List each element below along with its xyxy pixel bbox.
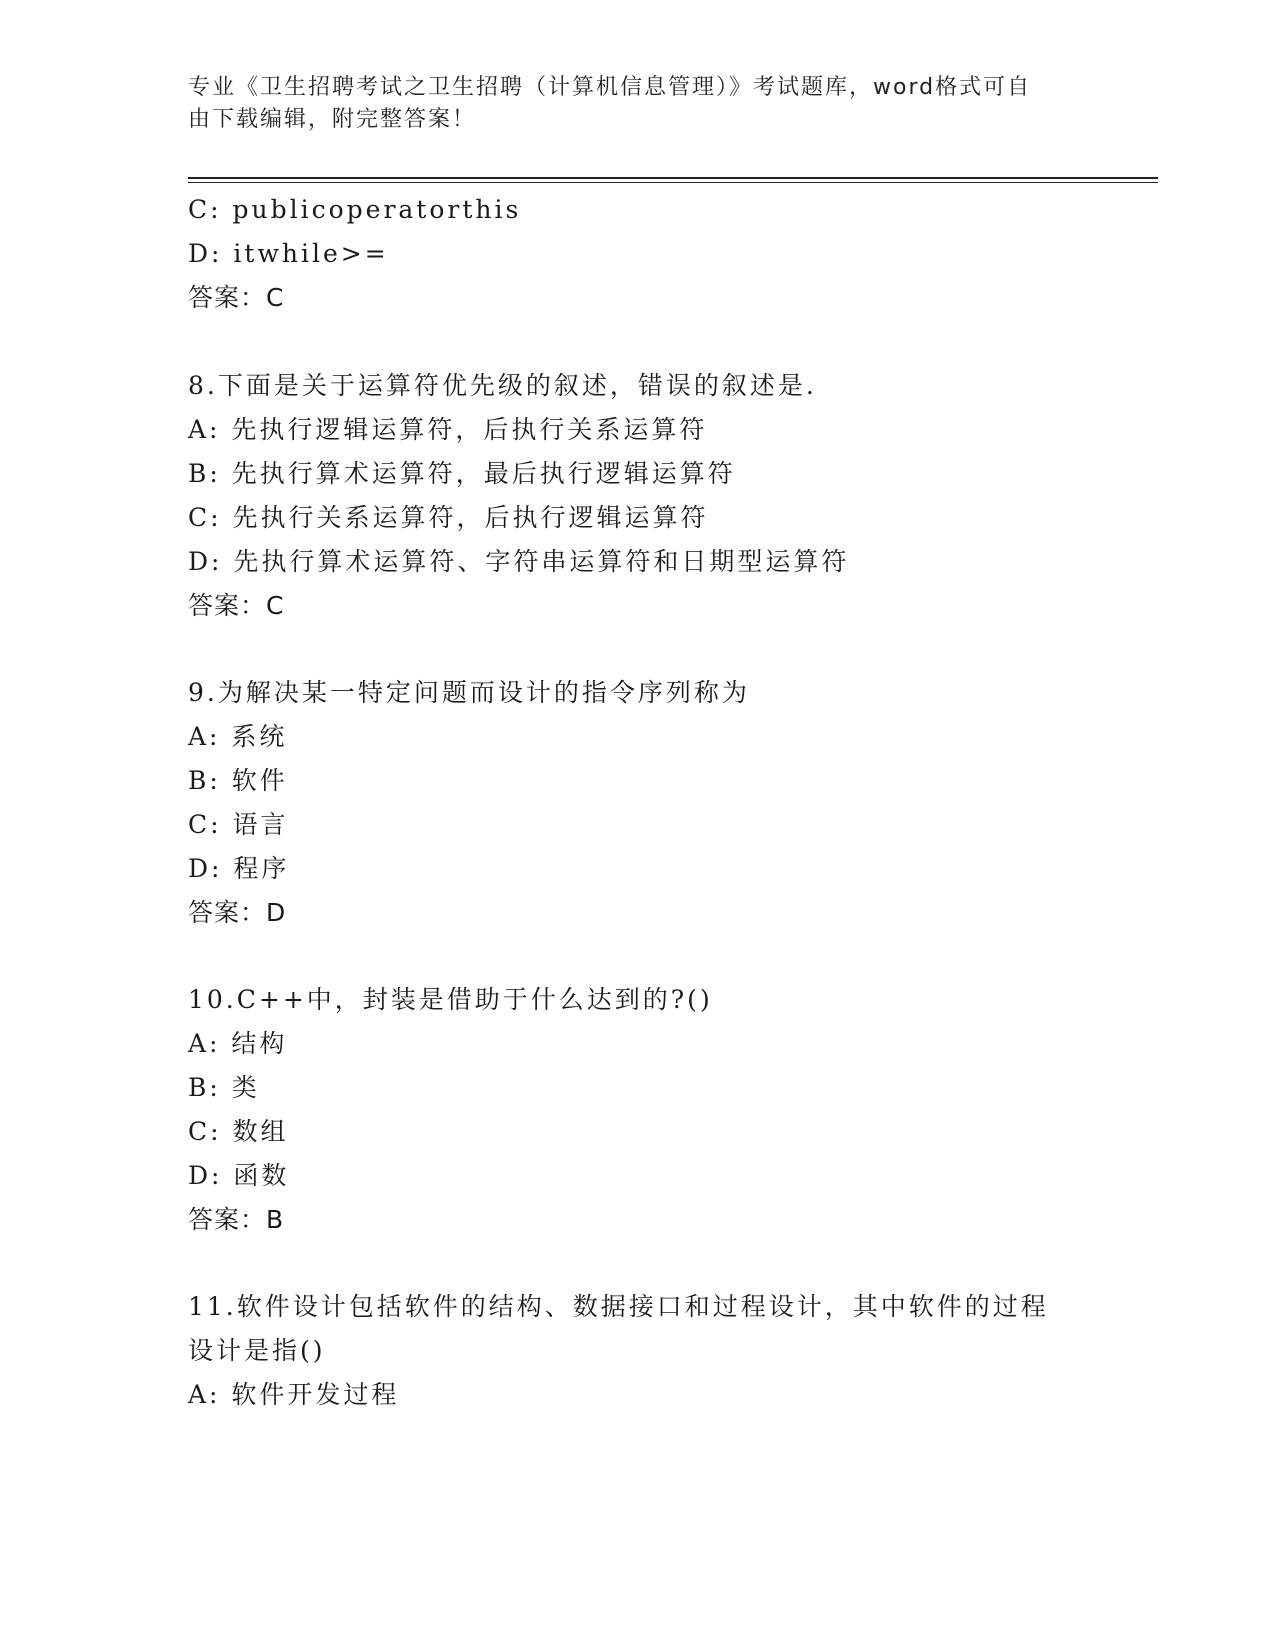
document-header bbox=[188, 72, 1068, 136]
option-b: B: 类 bbox=[188, 1073, 260, 1102]
header-divider-thin bbox=[188, 182, 1158, 183]
answer: 答案：C bbox=[188, 591, 285, 620]
answer: 答案：C bbox=[188, 283, 285, 312]
option-c: C: 先执行关系运算符，后执行逻辑运算符 bbox=[188, 503, 709, 532]
question-10: 10.C++中，封装是借助于什么达到的?() bbox=[188, 985, 713, 1014]
option-d: D: 先执行算术运算符、字符串运算符和日期型运算符 bbox=[188, 547, 850, 576]
option-d: D: 程序 bbox=[188, 854, 290, 883]
question-9: 9.为解决某一特定问题而设计的指令序列称为 bbox=[188, 678, 750, 707]
question-11: 11.软件设计包括软件的结构、数据接口和过程设计，其中软件的过程 bbox=[188, 1292, 1049, 1321]
header-line-1: 专业《卫生招聘考试之卫生招聘（计算机信息管理）》考试题库，word格式可自 bbox=[188, 75, 1032, 100]
option-c: C: publicoperatorthis bbox=[188, 195, 522, 224]
option-c: C: 语言 bbox=[188, 810, 289, 839]
option-b: B: 软件 bbox=[188, 766, 288, 795]
option-a: A: 结构 bbox=[188, 1029, 288, 1058]
header-divider-thick bbox=[188, 177, 1158, 179]
option-a: A: 先执行逻辑运算符，后执行关系运算符 bbox=[188, 415, 708, 444]
answer: 答案：B bbox=[188, 1205, 285, 1234]
option-d: D: 函数 bbox=[188, 1161, 290, 1190]
option-a: A: 系统 bbox=[188, 722, 288, 751]
question-8: 8.下面是关于运算符优先级的叙述，错误的叙述是. bbox=[188, 371, 817, 400]
header-line-2: 由下载编辑，附完整答案！ bbox=[188, 107, 477, 132]
question-11-continued: 设计是指() bbox=[188, 1336, 326, 1365]
answer: 答案：D bbox=[188, 898, 287, 927]
option-b: B: 先执行算术运算符，最后执行逻辑运算符 bbox=[188, 459, 736, 488]
option-d: D: itwhile>= bbox=[188, 239, 389, 268]
option-a: A: 软件开发过程 bbox=[188, 1380, 400, 1409]
option-c: C: 数组 bbox=[188, 1117, 289, 1146]
